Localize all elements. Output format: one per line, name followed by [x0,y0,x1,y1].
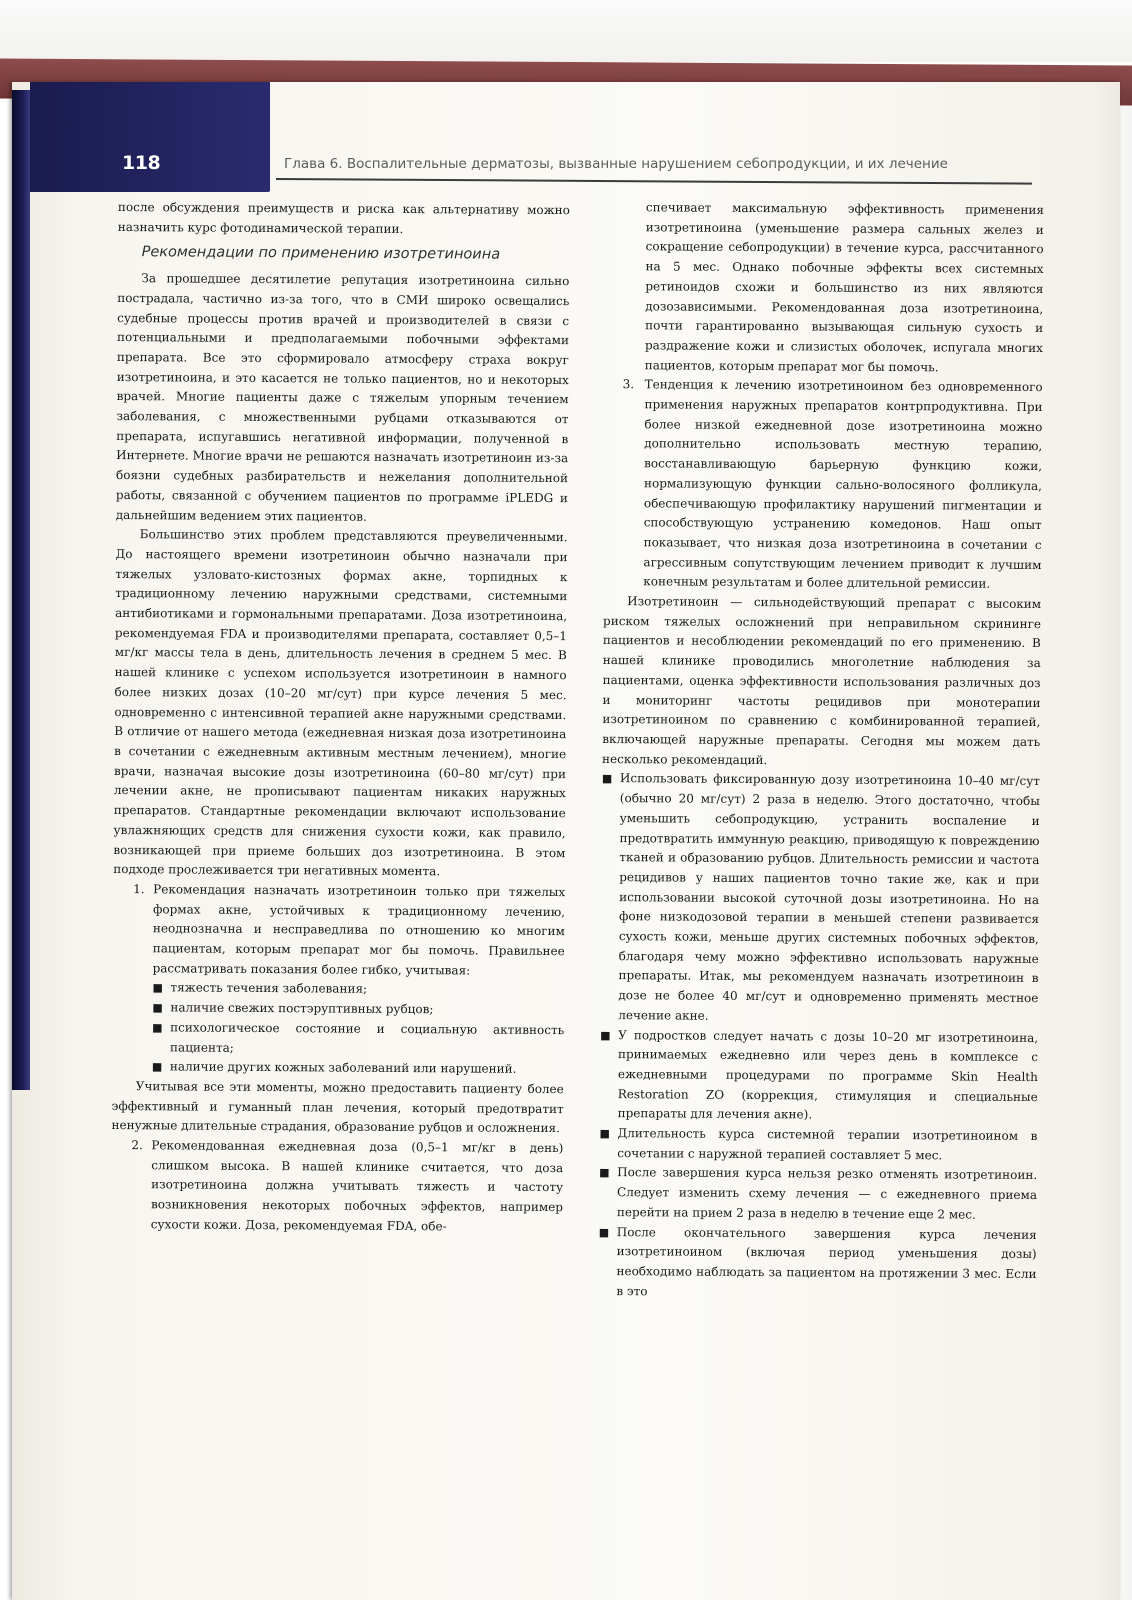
numbered-item [111,1136,564,1238]
bullet-icon: ■ [151,1060,163,1074]
bullet-icon: ■ [152,1021,163,1035]
continued-item-text: спечивает максимальную эффективность применения изотретиноина (уменьшение размера сальных желез и сокращение себопродукции) в течение курса, рассчитанного на 5 мес. Однако побочные эффекты всех системных ретиноидов схожи и большинство из них являются дозозависимыми. Рекомендованная доза изотретиноина, почти гарантированно вызывающая сильную сухость и раздражение кожи и слизистых оболочек, испугала многих пациентов, которым препарат мог бы помочь. [644,200,1044,374]
section-title: Рекомендации по применению изотретиноина [141,244,501,264]
bullet-icon: ■ [600,1028,611,1042]
page-shade [1092,82,1132,1600]
list-item: ■ Длительность курса системной терапии изотретиноином в сочетании с наружной терапией составляет 5 мес. [599,1124,1037,1166]
item-number: 2. [131,1138,143,1153]
numbered-item [113,880,566,982]
intro-paragraph: после обсуждения преимуществ и риска как альтернативу можно назначить курс фотодинамической терапии. [117,199,570,236]
paragraph: За прошедшее десятилетие репутация изотретиноина сильно пострадала, частично из-за того, что в СМИ широко освещались судебные процессы против врачей и производителей в связи с потенциальными и предполагаемыми побочными эффектами препарата. Все это сформировало атмосферу страха вокруг изотретиноина, и это касается не только пациентов, но и некоторых врачей. Многие пациенты даже с тяжелым упорным течением заболевания, с множественными рубцами отказываются от препарата, испугавшись негативной информации, полученной в Интернете. Многие врачи не решаются назначать изотретиноин из-за боязни судебных разбирательств и нежелания дополнительной работы, связанной с обучением пациентов по программе iPLEDG и дальнейшим ведением этих пациентов. [115,271,570,524]
list-item: ■ тяжесть течения заболевания; [112,978,564,1001]
list-item: ■ Использовать фиксированную дозу изотретиноина 10–40 мг/сут (обычно 20 мг/сут) 2 раза в неделю. Этого достаточно, чтобы уменьшить себопродукцию, устранить воспаление и предотвратить иммунную реакцию, приводящую к повреждению тканей и образованию рубцов. Длительность ремиссии и частота рецидивов у наших пациентов точно такие же, как и при использовании высокой суточной дозы изотретиноина. Но на фоне низкодозовой терапии в меньшей степени развивается сухость кожи, меньше других системных побочных эффектов, благодаря чему можно эффективно использовать наружные препараты. Итак, мы рекомендуем назначать изотретиноин в дозе не более 40 мг/сут и одновременно применять местное лечение акне. [600,769,1040,1028]
recommendations-list [598,769,1040,1304]
item-text: Рекомендованная ежедневная доза (0,5–1 мг/кг в день) слишком высока. В нашей клинике считается, что доза изотретиноина должна учитывать тяжесть и частоту возникновения некоторых побочных эффектов, например сухости кожи. Доза, рекомендуемая FDA, обе- [150,1138,564,1234]
sub-list [112,978,565,1080]
bullet-icon: ■ [598,1225,610,1239]
page-edge-stripe [12,90,30,1090]
item-number: 1. [133,882,145,897]
item-number: 3. [622,377,635,392]
numbered-item [603,375,1043,595]
item-text: Тенденция к лечению изотретиноином без одновременного применения наружных препаратов контрпродуктивна. При более низкой ежедневной дозе изотретиноина можно дополнительно использовать местную терапию, восстанавливающую барьерную функцию кожи, нормализующую функции сально-волосяного фолликула, обеспечивающую профилактику нарушений пигментации и способствующую устранению комедонов. Наш опыт показывает, что низкая доза изотретиноина в сочетании с агрессивным сопутствующим лечением приводит к лучшим конечным результатам и более длительной ремиссии. [643,377,1043,592]
list-item: ■ психологическое состояние и социальную активность пациента; [112,1018,564,1061]
bullet-icon: ■ [152,1001,163,1015]
list-item: ■ У подростков следует начать с дозы 10–20 мг изотретиноина, принимаемых ежедневно или через день в комплексе с ежедневными процедурами по программе Skin Health Restoration ZO (коррекция, стимуляция и специальные препараты для лечения акне). [600,1026,1039,1128]
bullet-icon: ■ [599,1127,610,1141]
paragraph: Изотретиноин — сильнодействующий препарат с высоким риском тяжелых осложнений при неправильном скрининге пациентов и несоблюдении рекомендаций по его применению. В нашей клинике проводились многолетние наблюдения за пациентами, оценка эффективности использования различных доз и мониторинг частоты рецидивов при монотерапии изотретиноином по сравнению с комбинированной терапией, включающей наружные препараты. Сегодня мы можем дать несколько рекомендаций. [602,594,1042,767]
chapter-tab [30,82,270,192]
left-column [111,198,570,1238]
page-number: 118 [122,152,161,174]
list-item: ■ После завершения курса нельзя резко отменять изотретиноин. Следует изменить схему лечения — с ежедневного приема перейти на прием 2 раза в неделю в течение еще 2 мес. [599,1163,1037,1225]
right-column [598,198,1044,1304]
list-item: ■ наличие других кожных заболеваний или нарушений. [112,1057,564,1080]
paragraph: Большинство этих проблем представляются преувеличенными. До настоящего времени изотретиноин обычно назначали при тяжелых узловато-кистозных формах акне, торпидных к традиционному лечению наружными средствами, системными антибиотиками и гормональными препаратами. Доза изотретиноина, рекомендуемая FDA и производителями препарата, составляет 0,5–1 мг/кг массы тела в день, длительность лечения в среднем 5 мес. В нашей клинике с успехом используется изотретиноин в намного более низких дозах (10–20 мг/сут) при курсе лечения 5 мес. одновременно с интенсивной терапией акне наружными средствами. В отличие от нашего метода (ежедневная низкая доза изотретиноина в сочетании с ежедневным активным местным лечением), многие врачи, назначая высокие дозы изотретиноина (60–80 мг/сут) при лечении акне, не прописывают пациентам никаких наружных препаратов. Стандартные рекомендации включают использование увлажняющих средств для снижения сухости кожи, как правило, возникающей при приеме больших доз изотретиноина. В этом подходе прослеживается три негативных момента. [113,527,568,879]
running-head: Глава 6. Воспалительные дерматозы, вызванные нарушением себопродукции, и их лечение [284,156,948,172]
list-item: ■ наличие свежих постэруптивных рубцов; [112,998,564,1021]
photo-background [0,0,1132,62]
list-item: ■ После окончательного завершения курса лечения изотретиноином (включая период уменьшения дозы) необходимо наблюдать за пациентом на протяжении 3 мес. Если в это [598,1223,1037,1305]
paragraph: Учитывая все эти моменты, можно предоставить пациенту более эффективный и гуманный план лечения, который предотвратит ненужные длительные страдания, образование рубцов и осложнения. [111,1079,564,1136]
item-text: Рекомендация назначать изотретиноин только при тяжелых формах акне, устойчивых к традиционному лечению, неоднозначна и несправедлива по отношению ко многим пациентам, которым препарат мог бы помочь. Правильнее рассматривать показания более гибко, учитывая: [152,882,566,978]
bullet-icon: ■ [152,981,163,995]
bullet-icon: ■ [601,772,613,786]
bullet-icon: ■ [599,1166,610,1180]
